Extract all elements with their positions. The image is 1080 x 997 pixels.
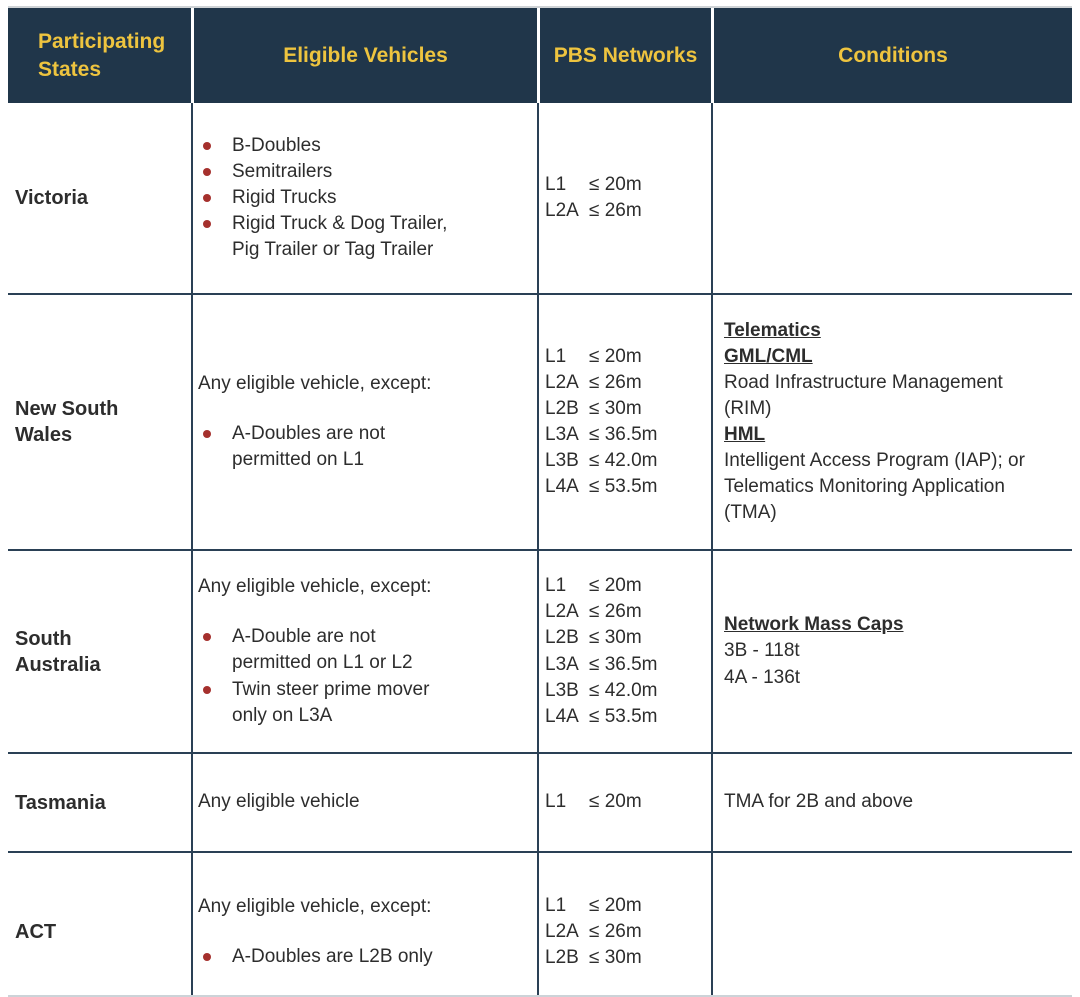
state-cell — [8, 103, 191, 293]
network-limit: ≤ 42.0m — [589, 679, 658, 701]
state-name: South Australia — [15, 627, 101, 676]
network-code: L2A — [545, 920, 579, 942]
network-line — [545, 396, 642, 422]
networks-cell — [537, 551, 711, 752]
vehicles-intro: Any eligible vehicle — [198, 791, 360, 813]
table-row — [8, 754, 1072, 853]
state-cell — [8, 295, 191, 549]
state-cell — [8, 551, 191, 752]
network-limit: ≤ 20m — [589, 173, 642, 195]
header-label: PBS Networks — [553, 43, 698, 67]
network-line — [545, 172, 642, 198]
network-limit: ≤ 26m — [589, 371, 642, 393]
conditions-cell — [711, 853, 1072, 997]
condition-heading: GML/CML — [724, 345, 813, 367]
header-label: Participating States — [38, 30, 166, 81]
table-header — [8, 6, 1072, 103]
vehicles-cell — [191, 853, 537, 997]
network-code: L1 — [545, 575, 567, 597]
network-code: L4A — [545, 476, 579, 498]
state-name: ACT — [15, 921, 57, 943]
header-cell-eligible-vehicles — [191, 8, 537, 103]
vehicle-bullet-item: B-Doubles — [198, 133, 460, 159]
header-cell-participating-states — [8, 8, 191, 103]
networks-cell — [537, 853, 711, 997]
network-code: L3B — [545, 450, 579, 472]
network-limit: ≤ 36.5m — [589, 424, 658, 445]
conditions-cell — [711, 551, 1072, 752]
network-limit: ≤ 26m — [589, 601, 642, 623]
state-cell — [8, 853, 191, 997]
conditions-cell — [711, 754, 1072, 851]
network-line — [545, 599, 642, 625]
header-label: Conditions — [838, 43, 948, 67]
network-line — [545, 789, 642, 815]
state-name: New South Wales — [15, 398, 119, 446]
state-name: Victoria — [15, 187, 88, 209]
network-limit: ≤ 53.5m — [589, 476, 658, 498]
vehicles-cell — [191, 754, 537, 851]
network-line — [545, 678, 658, 704]
table-row — [8, 551, 1072, 754]
table-row — [8, 295, 1072, 551]
network-limit: ≤ 20m — [589, 575, 642, 597]
networks-cell — [537, 103, 711, 293]
network-code: L2A — [545, 601, 579, 623]
network-limit: ≤ 36.5m — [589, 653, 658, 675]
vehicle-bullet-list — [198, 944, 433, 970]
vehicle-bullet-list — [198, 421, 460, 473]
state-cell — [8, 754, 191, 851]
network-limit: ≤ 42.0m — [589, 450, 658, 472]
network-limit: ≤ 30m — [589, 627, 642, 649]
network-code: L1 — [545, 791, 567, 813]
network-line — [545, 945, 642, 971]
vehicles-intro: Any eligible vehicle, except: — [198, 895, 432, 917]
network-code: L1 — [545, 894, 567, 916]
vehicle-bullet-item: Rigid Trucks — [198, 185, 460, 211]
network-line — [545, 652, 658, 678]
vehicle-bullet-list — [198, 624, 460, 728]
network-code: L2A — [545, 200, 579, 221]
condition-line: 4A - 136t — [724, 666, 801, 688]
vehicle-bullet-item: A-Double are not permitted on L1 or L2 — [198, 624, 460, 676]
condition-heading: Telematics — [724, 319, 821, 341]
network-code: L3B — [545, 679, 579, 701]
networks-cell — [537, 754, 711, 851]
network-limit: ≤ 20m — [589, 345, 642, 367]
network-limit: ≤ 30m — [589, 397, 642, 419]
vehicle-bullet-item: Semitrailers — [198, 159, 460, 185]
vehicles-intro: Any eligible vehicle, except: — [198, 576, 432, 598]
vehicle-bullet-item: Rigid Truck & Dog Trailer, Pig Trailer or Tag Trailer — [198, 211, 460, 263]
network-line — [545, 344, 642, 370]
network-line — [545, 704, 658, 730]
network-code: L3A — [545, 424, 579, 445]
network-code: L1 — [545, 345, 567, 367]
condition-line: Intelligent Access Program (IAP); or Telematics Monitoring Application (TMA) — [724, 450, 1025, 524]
condition-line: TMA for 2B and above — [724, 791, 914, 813]
network-line — [545, 448, 658, 474]
network-line — [545, 198, 642, 224]
table-body — [8, 103, 1072, 997]
header-label: Eligible Vehicles — [283, 43, 448, 67]
network-code: L2B — [545, 947, 579, 968]
networks-cell — [537, 295, 711, 549]
vehicle-bullet-item: A-Doubles are not permitted on L1 — [198, 421, 460, 473]
network-code: L2B — [545, 397, 579, 419]
header-cell-conditions — [711, 8, 1072, 103]
network-code: L4A — [545, 705, 579, 727]
vehicle-bullet-item: A-Doubles are L2B only — [198, 944, 433, 970]
conditions-cell — [711, 295, 1072, 549]
header-cell-pbs-networks — [537, 8, 711, 103]
table-row — [8, 103, 1072, 295]
network-limit: ≤ 26m — [589, 920, 642, 942]
conditions-cell — [711, 103, 1072, 293]
network-line — [545, 370, 642, 396]
condition-line: Road Infrastructure Management (RIM) — [724, 371, 1003, 419]
network-line — [545, 422, 658, 448]
network-code: L1 — [545, 173, 567, 195]
table-row — [8, 853, 1072, 997]
vehicles-cell — [191, 103, 537, 293]
network-line — [545, 893, 642, 919]
condition-heading: HML — [724, 424, 766, 445]
network-limit: ≤ 30m — [589, 947, 642, 968]
vehicle-bullet-list — [198, 133, 460, 263]
state-name: Tasmania — [15, 791, 106, 814]
vehicles-intro: Any eligible vehicle, except: — [198, 372, 432, 394]
condition-heading: Network Mass Caps — [724, 614, 904, 636]
network-limit: ≤ 53.5m — [589, 705, 658, 727]
network-limit: ≤ 26m — [589, 200, 642, 221]
network-code: L2B — [545, 627, 579, 649]
network-line — [545, 573, 642, 599]
network-limit: ≤ 20m — [589, 791, 642, 813]
network-line — [545, 625, 642, 651]
network-code: L3A — [545, 653, 579, 675]
network-line — [545, 919, 642, 945]
network-limit: ≤ 20m — [589, 894, 642, 916]
vehicle-bullet-item: Twin steer prime mover only on L3A — [198, 677, 460, 729]
vehicles-cell — [191, 295, 537, 549]
network-code: L2A — [545, 371, 579, 393]
vehicles-cell — [191, 551, 537, 752]
condition-line: 3B - 118t — [724, 640, 800, 662]
network-line — [545, 474, 658, 500]
pbs-states-table — [8, 6, 1072, 997]
